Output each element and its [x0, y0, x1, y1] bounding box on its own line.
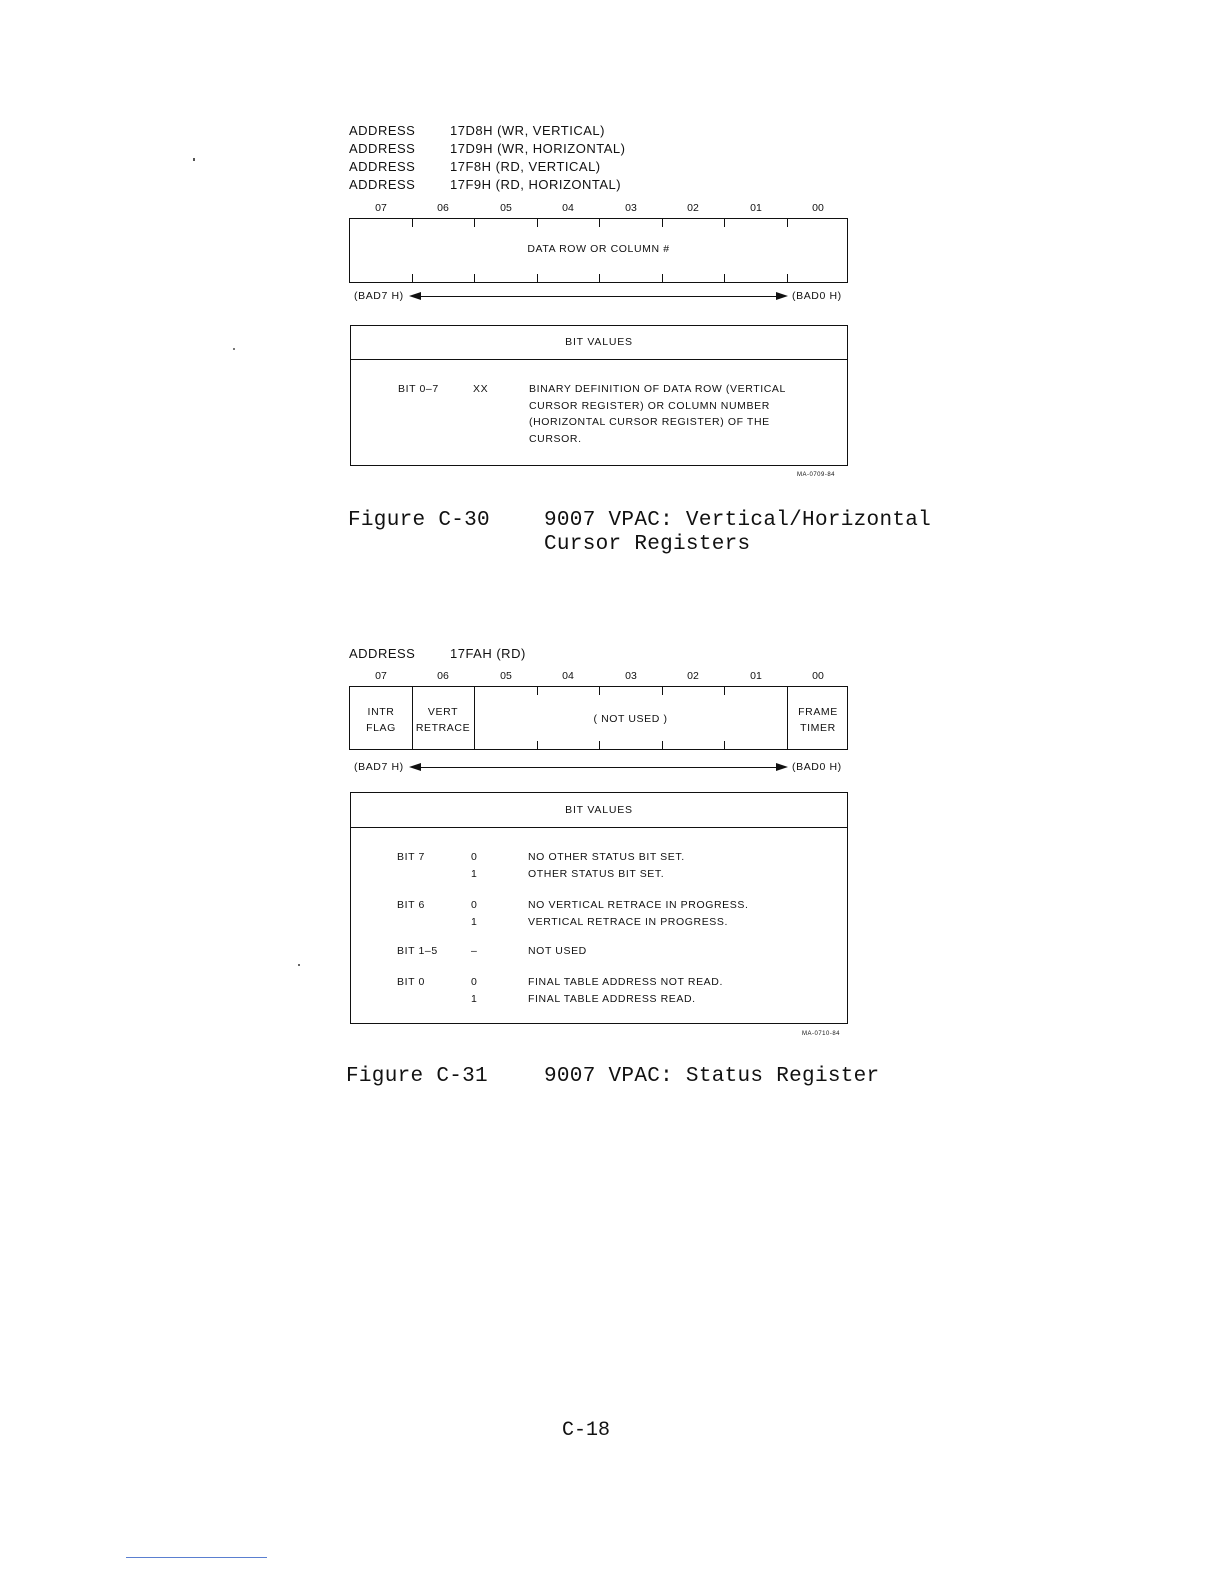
desc-line: FINAL TABLE ADDRESS NOT READ. — [528, 976, 723, 988]
bit-value: – — [471, 945, 478, 957]
scan-speck — [233, 348, 235, 350]
bit-value — [471, 849, 477, 882]
bit-value: XX — [473, 383, 489, 395]
value-line: 0 — [471, 899, 478, 911]
bit-number: 04 — [562, 202, 574, 214]
bit-description — [528, 897, 749, 930]
address-value: 17D9H (WR, HORIZONTAL) — [450, 141, 626, 156]
address-label: ADDRESS — [349, 177, 416, 192]
desc-line: OTHER STATUS BIT SET. — [528, 867, 665, 880]
bit-value — [471, 974, 477, 1007]
bad-left-label: (BAD7 H) — [354, 290, 404, 302]
desc-line: (HORIZONTAL CURSOR REGISTER) OF THE — [529, 416, 770, 428]
bit-number: 04 — [562, 670, 574, 682]
desc-line: NO VERTICAL RETRACE IN PROGRESS. — [528, 899, 749, 911]
address-value: 17FAH (RD) — [450, 646, 526, 661]
field-line: VERT — [427, 706, 459, 718]
field-line: FRAME — [798, 706, 838, 718]
scan-speck — [298, 964, 300, 966]
not-used-field: ( NOT USED ) — [593, 713, 668, 725]
bit-number: 00 — [812, 202, 824, 214]
frame-timer-field — [787, 704, 849, 736]
bad-left-label: (BAD7 H) — [354, 761, 404, 773]
bit-number: 02 — [687, 670, 699, 682]
arrow-line — [418, 767, 778, 768]
intr-flag-field — [350, 704, 412, 736]
value-line: 0 — [471, 851, 478, 863]
arrow-right-icon — [776, 763, 788, 771]
field-line: TIMER — [800, 722, 836, 734]
address-value: 17F8H (RD, VERTICAL) — [450, 159, 601, 174]
bit-description: NOT USED — [528, 945, 587, 957]
bit-number: 05 — [500, 670, 512, 682]
bit-number: 03 — [625, 670, 637, 682]
vert-retrace-field — [412, 704, 474, 736]
desc-line: NO OTHER STATUS BIT SET. — [528, 851, 685, 863]
desc-line: FINAL TABLE ADDRESS READ. — [528, 992, 696, 1005]
bit-description — [528, 849, 685, 882]
bit-description — [529, 381, 786, 447]
value-line: 1 — [471, 915, 478, 928]
address-label: ADDRESS — [349, 141, 416, 156]
desc-line: BINARY DEFINITION OF DATA ROW (VERTICAL — [529, 383, 786, 395]
bit-number: 07 — [375, 202, 387, 214]
bit-description — [528, 974, 723, 1007]
bit-number: 01 — [750, 670, 762, 682]
address-label: ADDRESS — [349, 123, 416, 138]
bit-values-table — [350, 325, 848, 466]
bit-number: 06 — [437, 202, 449, 214]
bit-number: 03 — [625, 202, 637, 214]
desc-line: VERTICAL RETRACE IN PROGRESS. — [528, 915, 729, 928]
page-number: C-18 — [562, 1419, 611, 1442]
figure-caption-title: Cursor Registers — [544, 533, 751, 556]
desc-line: CURSOR REGISTER) OR COLUMN NUMBER — [529, 399, 770, 412]
address-label: ADDRESS — [349, 646, 416, 661]
figure-caption-title: 9007 VPAC: Status Register — [544, 1065, 880, 1088]
bit-label: BIT 1–5 — [397, 945, 438, 957]
address-value: 17D8H (WR, VERTICAL) — [450, 123, 605, 138]
bit-number: 02 — [687, 202, 699, 214]
bit-number: 00 — [812, 670, 824, 682]
field-label: DATA ROW OR COLUMN # — [527, 243, 670, 255]
arrow-line — [418, 296, 778, 297]
bit-values-header: BIT VALUES — [351, 793, 847, 828]
figure-caption-title: 9007 VPAC: Vertical/Horizontal — [544, 509, 932, 532]
ma-code: MA-0710-84 — [802, 1031, 841, 1037]
figure-caption-number: Figure C-30 — [348, 509, 490, 532]
address-label: ADDRESS — [349, 159, 416, 174]
bit-label: BIT 7 — [397, 851, 425, 863]
field-line: RETRACE — [415, 722, 471, 734]
ma-code: MA-0709-84 — [797, 472, 836, 478]
bit-label: BIT 6 — [397, 899, 425, 911]
bit-label: BIT 0 — [397, 976, 425, 988]
bad-right-label: (BAD0 H) — [792, 290, 842, 302]
value-line: 1 — [471, 867, 478, 880]
bit-number: 07 — [375, 670, 387, 682]
figure-caption-number: Figure C-31 — [346, 1065, 488, 1088]
bit-number: 01 — [750, 202, 762, 214]
value-line: 0 — [471, 976, 478, 988]
bit-value — [471, 897, 477, 930]
bit-number: 05 — [500, 202, 512, 214]
address-value: 17F9H (RD, HORIZONTAL) — [450, 177, 622, 192]
register-box — [349, 218, 848, 283]
field-line: INTR — [367, 706, 395, 718]
bad-right-label: (BAD0 H) — [792, 761, 842, 773]
scan-edge-line — [126, 1557, 267, 1558]
scan-speck — [193, 158, 195, 161]
bit-values-table — [350, 792, 848, 1024]
desc-line: CURSOR. — [529, 432, 582, 445]
field-line: FLAG — [366, 722, 396, 734]
value-line: 1 — [471, 992, 478, 1005]
bit-number: 06 — [437, 670, 449, 682]
bit-values-header: BIT VALUES — [351, 326, 847, 360]
bit-label: BIT 0–7 — [398, 383, 439, 395]
status-register-box — [349, 686, 848, 750]
arrow-right-icon — [776, 292, 788, 300]
